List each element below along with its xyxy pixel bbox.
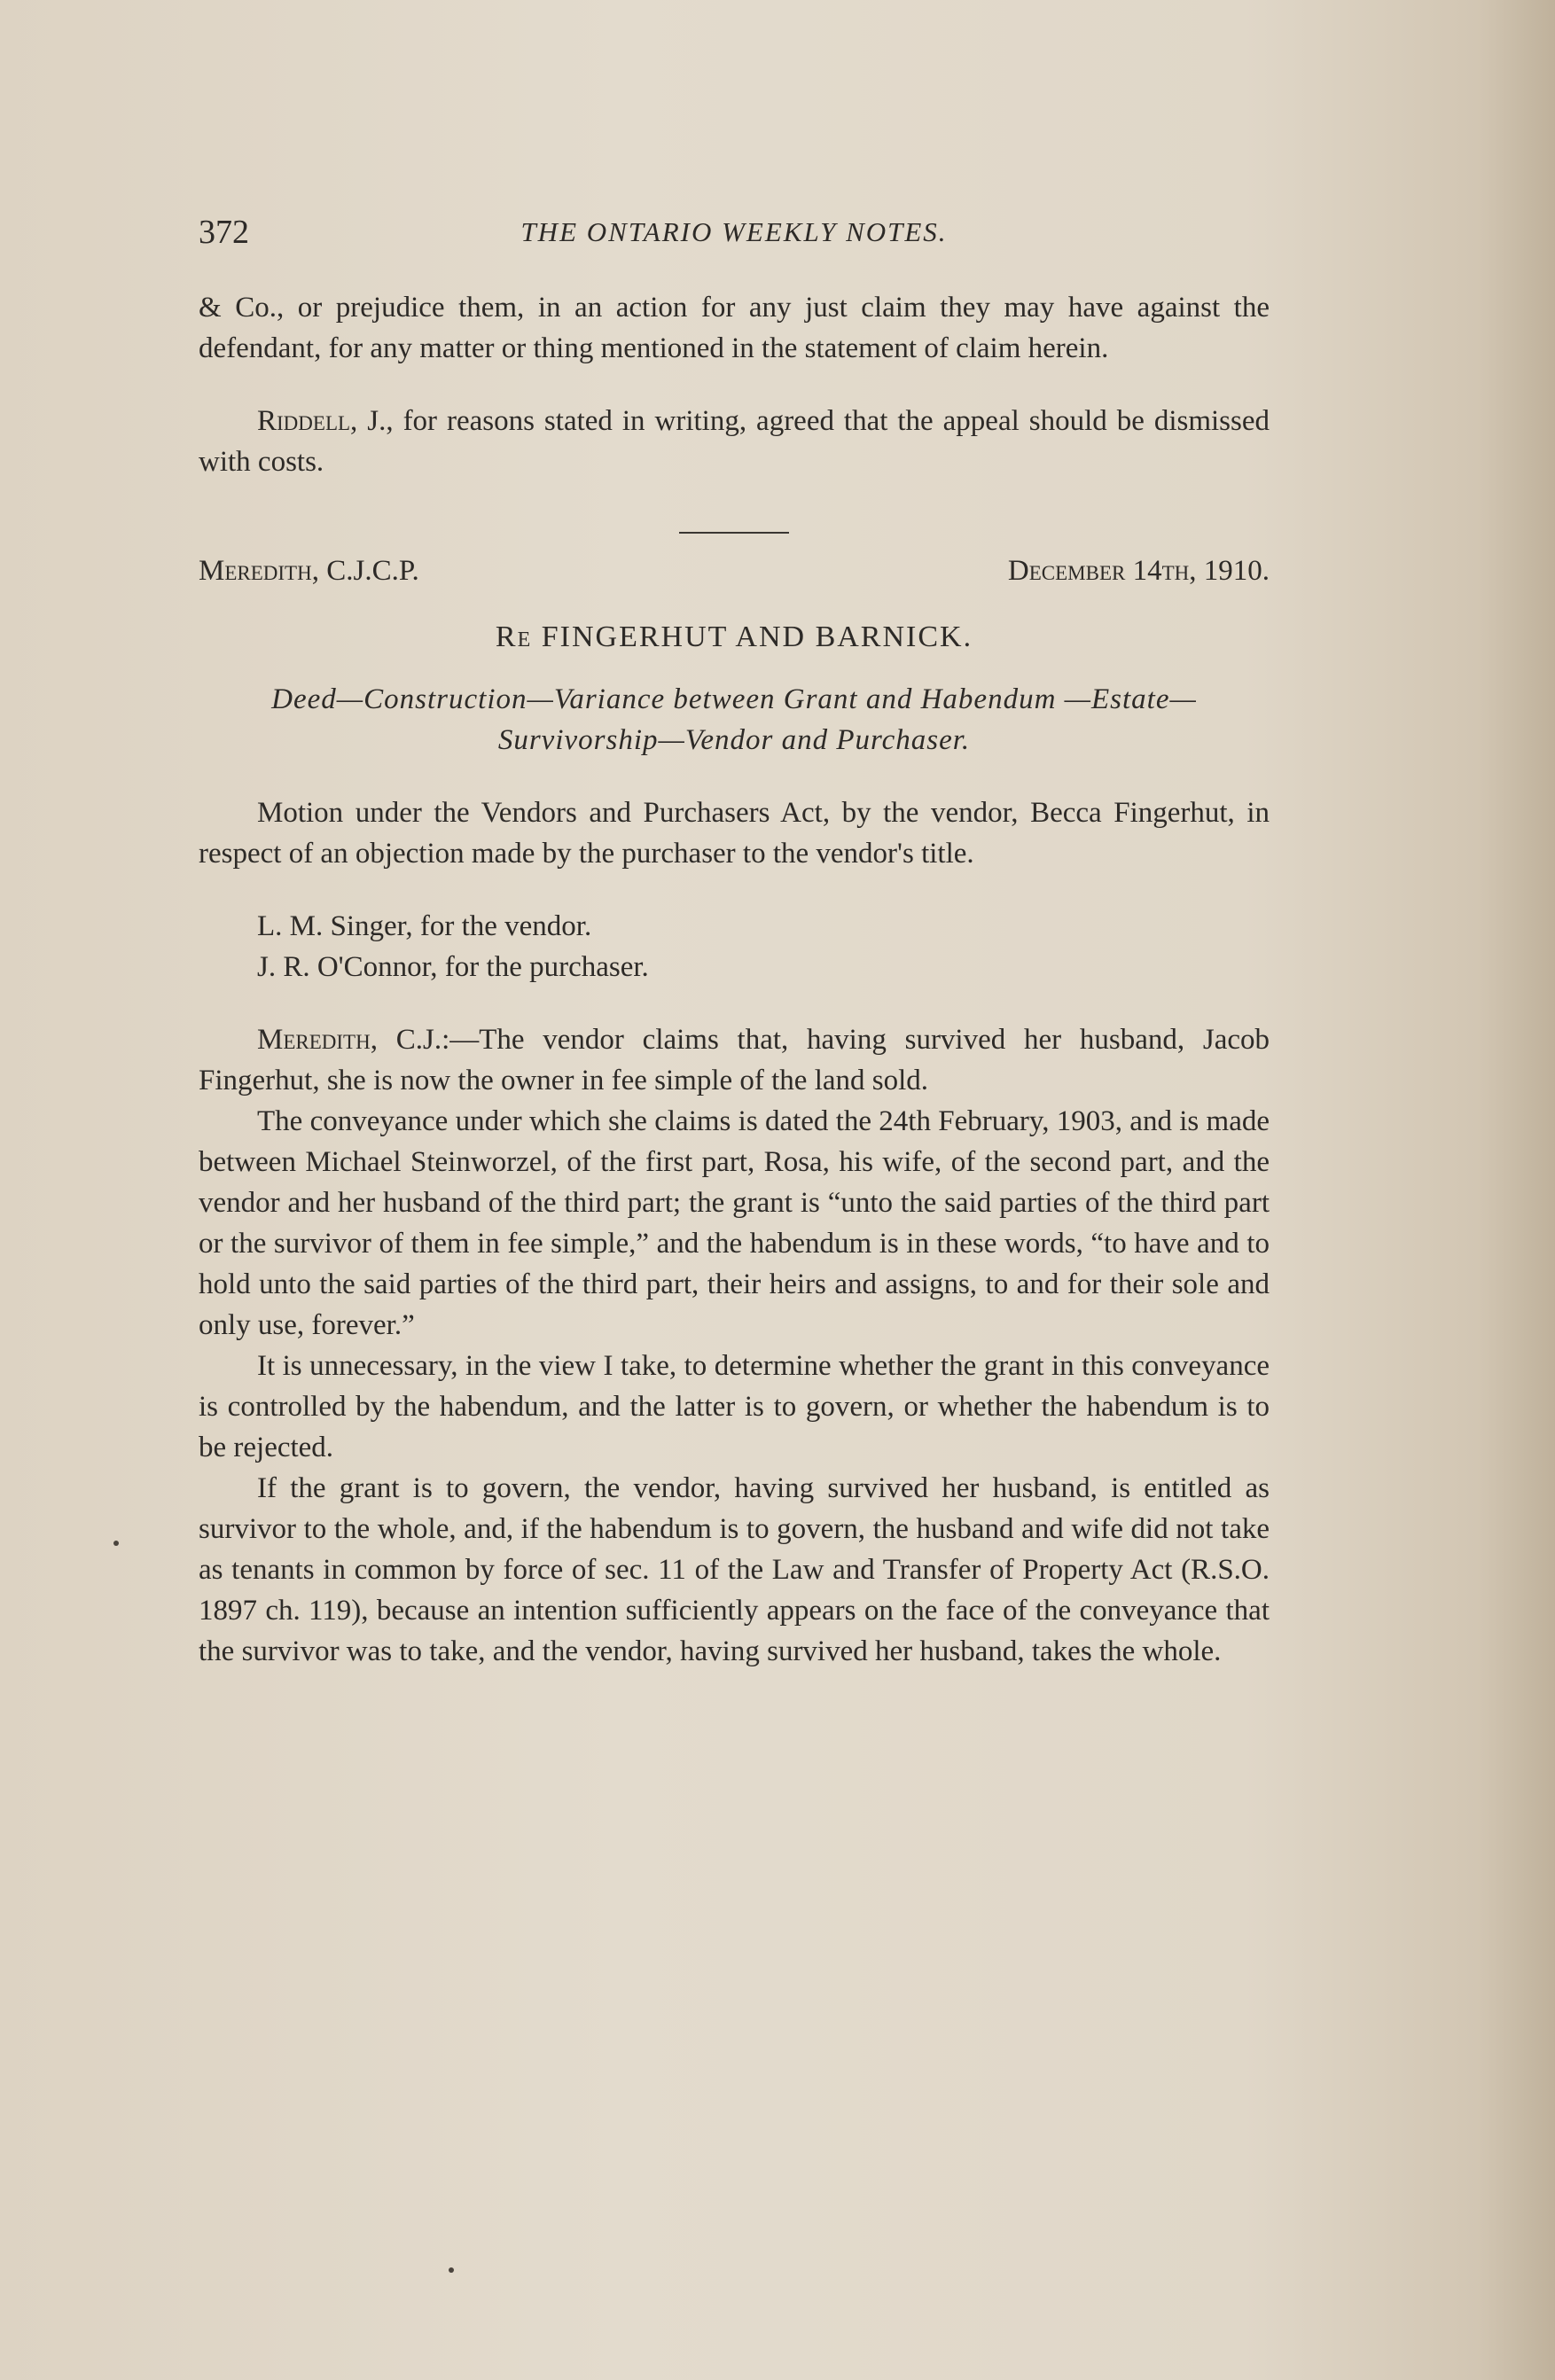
judgment-paragraph: If the grant is to govern, the vendor, having survived her husband, is entitled as survivor to the whole, and, if the habendum is to govern, the husband and wife did not take as tenants in common by force of sec. 11 of the Law and Transfer of Property Act (R.S.O. 1897 ch. 119), because an intention sufficiently appears on the face of the conveyance that the survivor was to take, and the vendor, having survived her husband, takes the whole. <box>199 1472 1270 1667</box>
running-head <box>199 213 1270 266</box>
riddell-text: , J., for reasons stated in writing, agreed that the appeal should be dismissed with costs. <box>199 405 1270 478</box>
margin-mark <box>449 2267 454 2273</box>
counsel-vendor: L. M. Singer, for the vendor. <box>257 910 592 942</box>
judgment-paragraph: It is unnecessary, in the view I take, to determine whether the grant in this conveyance is controlled by the habendum, and the latter is to govern, or whether the habendum is to be rejected. <box>199 1350 1270 1463</box>
judgment-opening-text: , C.J.:—The vendor claims that, having survived her husband, Jacob Fingerhut, she is now the owner in fee simple of the land sold. <box>199 1024 1270 1096</box>
page-number: 372 <box>199 214 249 251</box>
riddell-paragraph <box>199 401 1270 482</box>
judgment-paragraph: The conveyance under which she claims is dated the 24th February, 1903, and is made between Michael Steinworzel, of the first part, Rosa, his wife, of the second part, and the vendor and her husband of the third part; the grant is “unto the said parties of the third part or the survivor of them in fee simple,” and the habendum is in these words, “to have and to hold unto the said parties of the third part, their heirs and assigns, to and for their sole and only use, forever.” <box>199 1105 1270 1341</box>
running-title: THE ONTARIO WEEKLY NOTES. <box>520 216 948 247</box>
headnote: Deed—Construction—Variance between Grant and Habendum —Estate—Survivorship—Vendor and Purchaser. <box>271 683 1197 756</box>
motion-paragraph: Motion under the Vendors and Purchasers Act, by the vendor, Becca Fingerhut, in respect of an objection made by the purchaser to the vendor's title. <box>199 797 1270 870</box>
counsel-purchaser: J. R. O'Connor, for the purchaser. <box>257 951 649 983</box>
counsel-list <box>199 906 1270 987</box>
case-date: December 14th, 1910. <box>1007 555 1270 587</box>
case-title-prefix: Re <box>495 620 533 653</box>
case-judge: Meredith, C.J.C.P. <box>199 555 419 587</box>
margin-mark <box>113 1541 119 1546</box>
riddell-name: Riddell <box>257 405 351 437</box>
case-title-text: FINGERHUT AND BARNICK. <box>541 620 973 653</box>
opening-paragraph: & Co., or prejudice them, in an action for any just claim they may have against the defendant, for any matter or thing mentioned in the statement of claim herein. <box>199 292 1270 364</box>
judgment-judge: Meredith <box>257 1024 371 1056</box>
case-judge-line <box>199 555 1270 596</box>
case-title <box>199 617 1270 658</box>
judgment-opening <box>199 1019 1270 1101</box>
page-content <box>199 213 1270 1672</box>
